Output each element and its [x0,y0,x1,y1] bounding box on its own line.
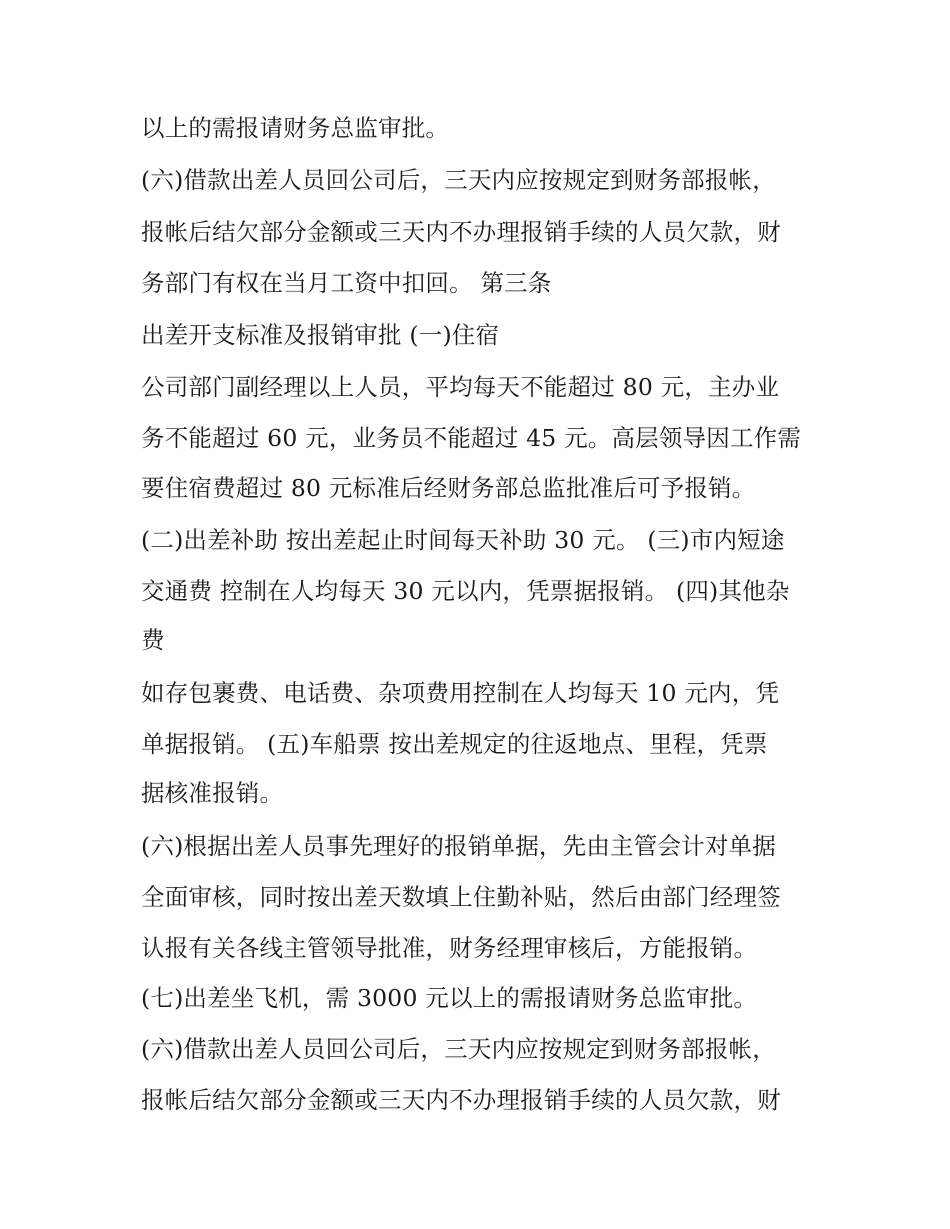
text-line: (六)借款出差人员回公司后，三天内应按规定到财务部报帐， [141,166,776,194]
text-line: 公司部门副经理以上人员，平均每天不能超过 80 元，主办业 [141,373,780,401]
text-line: 出差开支标准及报销审批 (一)住宿 [141,321,500,349]
text-line: 以上的需报请财务总监审批。 [141,114,450,142]
text-line: (七)出差坐飞机，需 3000 元以上的需报请财务总监审批。 [141,984,758,1012]
text-line: (二)出差补助 按出差起止时间每天补助 30 元。 (三)市内短途 [141,526,785,554]
text-line: 务部门有权在当月工资中扣回。 第三条 [141,269,552,297]
text-line: 全面审核，同时按出差天数填上住勤补贴，然后由部门经理签 [141,883,781,911]
text-line: 报帐后结欠部分金额或三天内不办理报销手续的人员欠款，财 [141,1086,781,1114]
text-line: 如存包裹费、电话费、杂项费用控制在人均每天 10 元内，凭 [141,679,780,707]
text-line: 交通费 控制在人均每天 30 元以内，凭票据报销。 (四)其他杂 [141,577,790,605]
text-line: 单据报销。 (五)车船票 按出差规定的往返地点、里程，凭票 [141,730,768,758]
text-line: 要住宿费超过 80 元标准后经财务部总监批准后可予报销。 [141,474,756,502]
text-line: 认报有关各线主管领导批准，财务经理审核后，方能报销。 [141,934,758,962]
text-line: (六)借款出差人员回公司后，三天内应按规定到财务部报帐， [141,1035,776,1063]
text-line: (六)根据出差人员事先理好的报销单据，先由主管会计对单据 [141,832,776,860]
text-line: 务不能超过 60 元，业务员不能超过 45 元。高层领导因工作需 [141,424,802,452]
text-line: 据核准报销。 [141,779,284,807]
text-line: 报帐后结欠部分金额或三天内不办理报销手续的人员欠款，财 [141,218,781,246]
text-line: 费 [141,626,165,654]
